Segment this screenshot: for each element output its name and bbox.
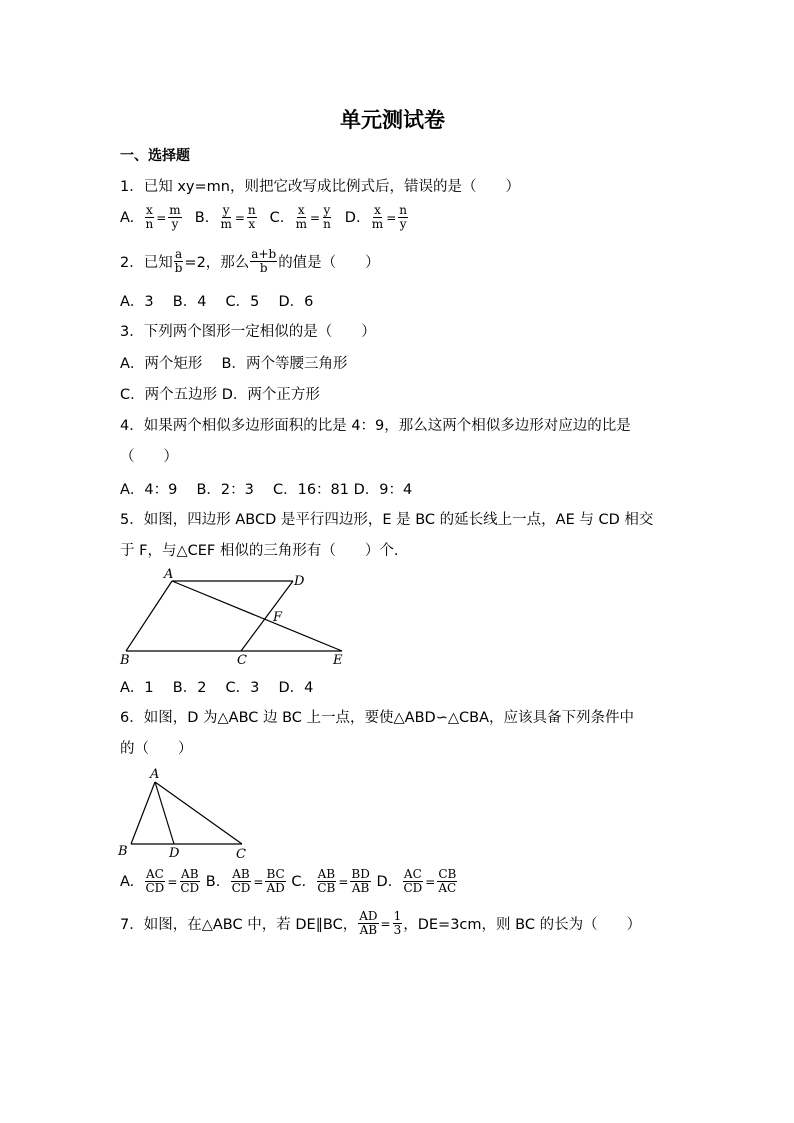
question-6-stem-line2: 的（ ） — [120, 741, 193, 757]
point-label-d: D — [294, 574, 305, 589]
point-label-a: A — [164, 567, 174, 582]
segment-ad — [155, 782, 174, 844]
question-6-options — [120, 868, 458, 896]
point-label-c: C — [236, 847, 246, 862]
point-label-b: B — [120, 653, 130, 668]
parallelogram-figure — [110, 564, 360, 670]
option-a: A. $\frac{AC}{CD}$ = $\frac{AB}{CD}$ — [120, 867, 200, 896]
question-1-options — [120, 204, 409, 232]
question-3-stem: 3．下列两个图形一定相似的是（ ） — [120, 324, 376, 340]
point-label-c: C — [237, 653, 247, 668]
point-label-e: E — [333, 653, 343, 668]
question-4-stem-line2: （ ） — [120, 449, 178, 465]
question-4-options: A．4：9 B．2：3 C．16：81 D．9：4 — [120, 482, 413, 498]
point-label-a: A — [150, 767, 160, 782]
segment-ab — [126, 581, 172, 651]
segment-dc — [241, 581, 293, 651]
option-b: B. $\frac{AB}{CD}$ = $\frac{BC}{AD}$ — [205, 867, 285, 896]
question-2-options: A．3 B．4 C．5 D．6 — [120, 294, 314, 310]
segment-ac — [155, 782, 242, 844]
triangle-figure — [110, 764, 260, 862]
option-d: D. $\frac{AC}{CD}$ = $\frac{CB}{AC}$ — [376, 867, 457, 896]
question-1-stem: 1．已知 xy=mn，则把它改写成比例式后，错误的是（ ） — [120, 179, 520, 195]
option-c: C. $\frac{x}{m}$ = $\frac{y}{n}$ — [269, 203, 331, 232]
segment-ab — [131, 782, 155, 844]
question-5-stem-line1: 5．如图，四边形 ABCD 是平行四边形，E 是 BC 的延长线上一点，AE 与 CD 相交 — [120, 512, 654, 528]
option-c: C. $\frac{AB}{CB}$ = $\frac{BD}{AB}$ — [291, 867, 370, 896]
question-4-stem-line1: 4．如果两个相似多边形面积的比是 4：9，那么这两个相似多边形对应边的比是 — [120, 418, 631, 434]
question-5-stem-line2: 于 F，与△CEF 相似的三角形有（ ）个. — [120, 543, 399, 559]
question-3-options-1: A．两个矩形 B．两个等腰三角形 — [120, 356, 348, 372]
point-label-f: F — [273, 610, 283, 625]
question-6-stem-line1: 6．如图，D 为△ABC 边 BC 上一点，要使△ABD∽△CBA，应该具备下列条件中 — [120, 710, 635, 726]
page-title: 单元测试卷 — [340, 108, 445, 132]
option-a: A. $\frac{x}{n}$ = $\frac{m}{y}$ — [120, 203, 181, 232]
question-5-options: A．1 B．2 C．3 D．4 — [120, 680, 314, 696]
option-b: B. $\frac{y}{m}$ = $\frac{n}{x}$ — [194, 203, 256, 232]
question-2-stem: 2．已知 $\frac{a}{b}$ =2，那么 $\frac{a+b}{b}$ 的值是（ ） — [120, 247, 380, 276]
option-d: D. $\frac{x}{m}$ = $\frac{n}{y}$ — [344, 203, 407, 232]
question-3-options-2: C．两个五边形 D．两个正方形 — [120, 387, 320, 403]
question-7-stem: 7．如图，在△ABC 中，若 DE∥BC， $\frac{AD}{AB}$ = $\frac{1}{3}$ ，DE=3cm，则 BC 的长为（ ） — [120, 909, 642, 938]
segment-ae — [172, 581, 342, 651]
point-label-b: B — [118, 844, 128, 859]
point-label-d: D — [169, 846, 180, 861]
section-heading: 一、选择题 — [120, 148, 190, 164]
